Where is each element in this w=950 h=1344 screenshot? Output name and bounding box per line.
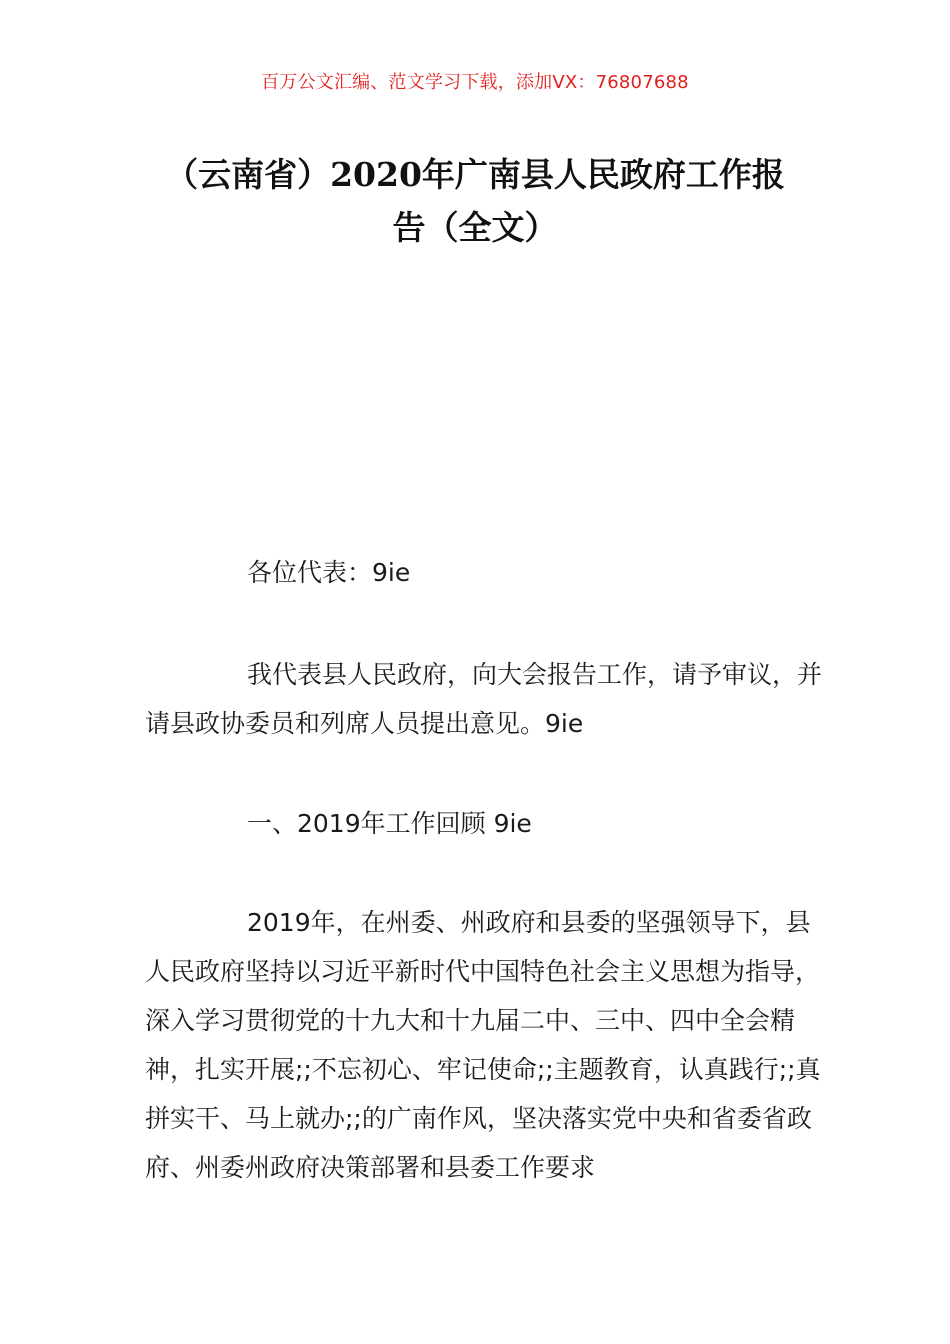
salutation: 各位代表：9ie	[247, 558, 411, 587]
review-paragraph: 2019年，在州委、州政府和县委的坚强领导下，县人民政府坚持以习近平新时代中国特色社会主义思想为指导，深入学习贯彻党的十九大和十九届二中、三中、四中全会精神，扎实开展;;不忘初心、牢记使命;;主题教育，认真践行;;真拼实干、马上就办;;的广南作风，坚决落实党中央和省委省政府、州委州政府决策部署和县委工作要求	[145, 908, 821, 1182]
document-title-line-2: 告（全文）	[392, 208, 558, 247]
section-heading: 一、2019年工作回顾 9ie	[247, 809, 532, 838]
document-title-line-1: （云南省）2020年广南县人民政府工作报	[165, 155, 785, 194]
document-title	[140, 148, 810, 254]
header-note: 百万公文汇编、范文学习下载，添加VX：76807688	[261, 72, 689, 93]
intro-paragraph: 我代表县人民政府，向大会报告工作，请予审议，并请县政协委员和列席人员提出意见。9ie	[145, 660, 823, 738]
